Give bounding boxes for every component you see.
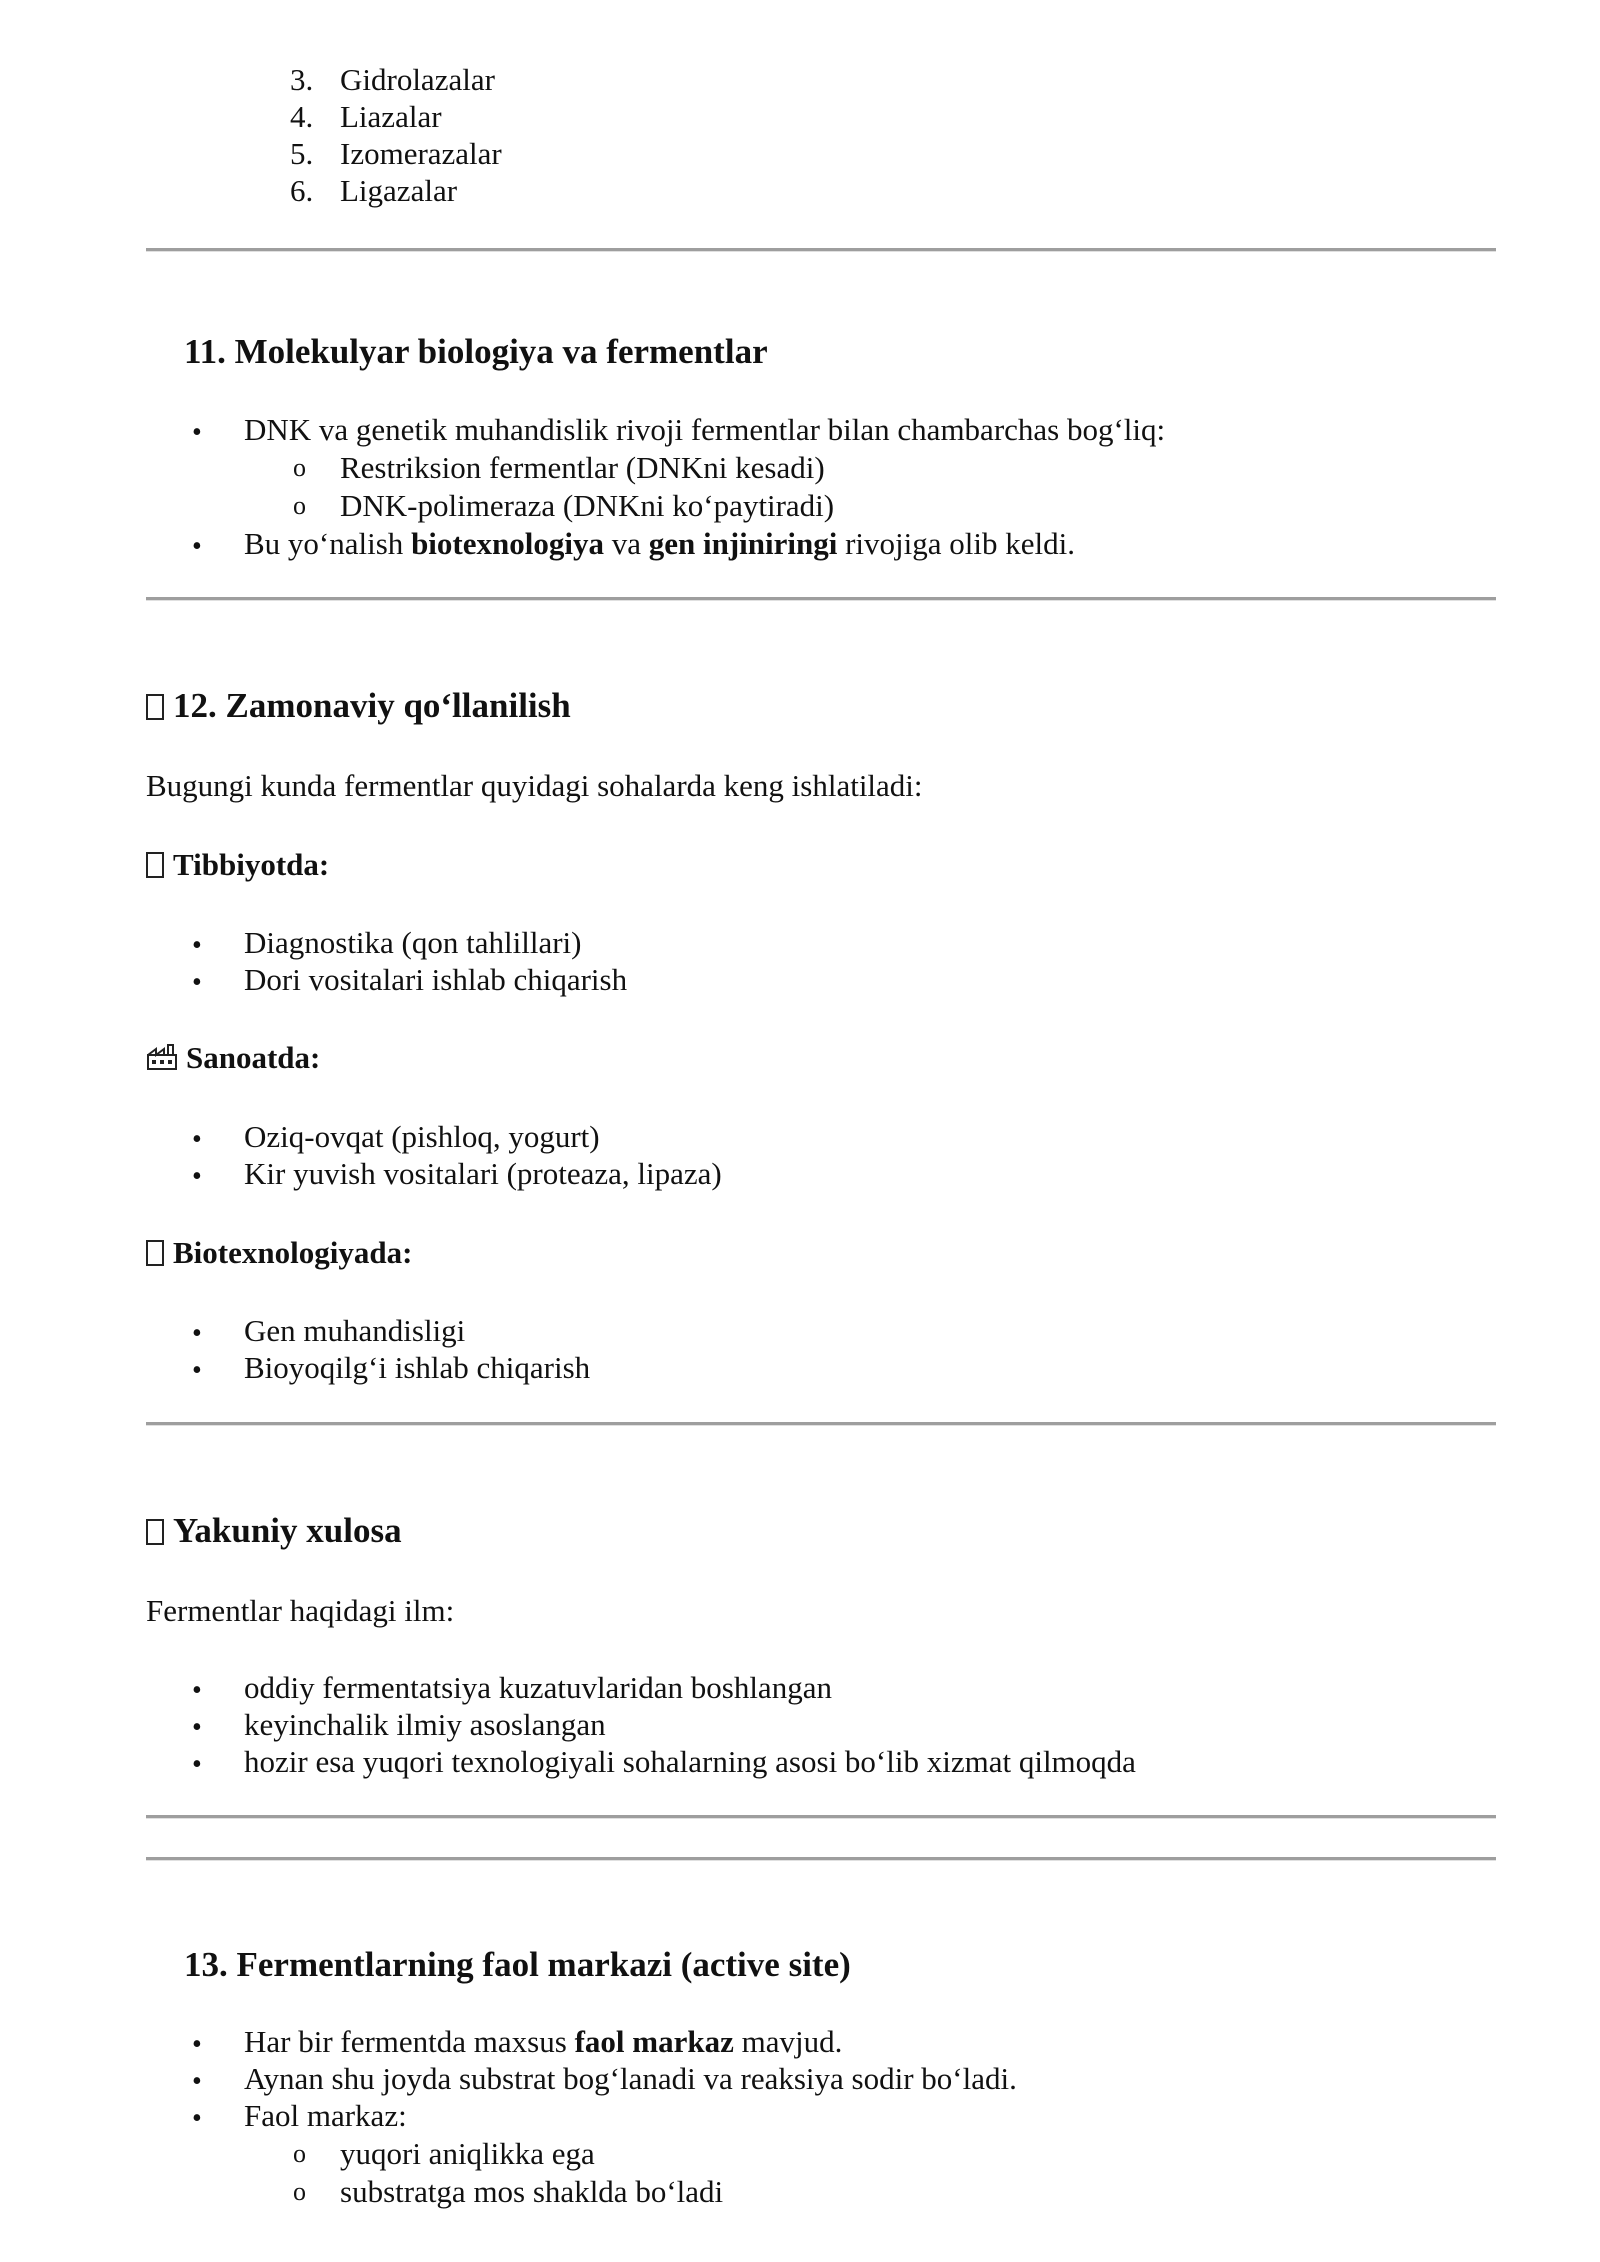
- list-number: 3.: [290, 62, 314, 97]
- subheading-text: Tibbiyotda:: [173, 847, 330, 882]
- section-title: 13. Fermentlarning faol markazi (active site): [184, 1945, 851, 1984]
- text-run: Bu yo‘nalish: [244, 526, 412, 561]
- horizontal-rule: [146, 248, 1496, 252]
- bullet-marker: •: [192, 2029, 202, 2060]
- bullet-marker: •: [192, 1675, 202, 1706]
- bullet-marker: •: [192, 2066, 202, 2097]
- list-item: Ligazalar: [340, 173, 458, 208]
- list-item: Faol markaz:: [244, 2098, 407, 2133]
- horizontal-rule: [146, 597, 1496, 601]
- horizontal-rule: [146, 1857, 1496, 1861]
- text-run: mavjud.: [733, 2024, 843, 2059]
- bullet-marker: •: [192, 1124, 202, 1155]
- factory-icon: [146, 1043, 178, 1071]
- bullet-marker: •: [192, 930, 202, 961]
- list-item: oddiy fermentatsiya kuzatuvlaridan boshlangan: [244, 1670, 832, 1705]
- list-item: [244, 2026, 842, 2057]
- list-item: Dori vositalari ishlab chiqarish: [244, 962, 628, 997]
- text-run: va: [603, 526, 649, 561]
- bold-term: faol markaz: [574, 2024, 734, 2059]
- sub-bullet-marker: o: [293, 2177, 306, 2206]
- bullet-marker: •: [192, 967, 202, 998]
- subheading-medicine: [146, 849, 329, 880]
- section-title: 11. Molekulyar biologiya va fermentlar: [184, 332, 768, 371]
- list-item: Oziq-ovqat (pishloq, yogurt): [244, 1119, 600, 1154]
- bold-term: gen injiniringi: [648, 526, 838, 561]
- sub-bullet-marker: o: [293, 2139, 306, 2168]
- bullet-marker: •: [192, 1712, 202, 1743]
- bullet-marker: •: [192, 1749, 202, 1780]
- bullet-marker: •: [192, 1161, 202, 1192]
- section-title: [146, 688, 571, 723]
- placeholder-glyph-icon: [146, 1519, 164, 1545]
- paragraph: Fermentlar haqidagi ilm:: [146, 1593, 455, 1628]
- section-title-text: Yakuniy xulosa: [173, 1511, 402, 1550]
- list-number: 5.: [290, 136, 314, 171]
- list-item: DNK va genetik muhandislik rivoji fermentlar bilan chambarchas bog‘liq:: [244, 412, 1166, 447]
- bullet-marker: •: [192, 417, 202, 448]
- bullet-marker: •: [192, 1318, 202, 1349]
- subheading-industry: [146, 1042, 320, 1073]
- sub-bullet-marker: o: [293, 491, 306, 520]
- list-item: Kir yuvish vositalari (proteaza, lipaza): [244, 1156, 722, 1191]
- subheading-biotech: [146, 1237, 412, 1268]
- sub-list-item: yuqori aniqlikka ega: [340, 2136, 595, 2171]
- placeholder-glyph-icon: [146, 694, 164, 720]
- sub-bullet-marker: o: [293, 453, 306, 482]
- bold-term: biotexnologiya: [411, 526, 604, 561]
- list-item: [244, 528, 1075, 559]
- horizontal-rule: [146, 1422, 1496, 1426]
- text-run: rivojiga olib keldi.: [837, 526, 1075, 561]
- list-item: Gidrolazalar: [340, 62, 495, 97]
- sub-list-item: Restriksion fermentlar (DNKni kesadi): [340, 450, 825, 485]
- list-item: Aynan shu joyda substrat bog‘lanadi va reaksiya sodir bo‘ladi.: [244, 2061, 1017, 2096]
- list-item: Bioyoqilg‘i ishlab chiqarish: [244, 1350, 591, 1385]
- sub-list-item: substratga mos shaklda bo‘ladi: [340, 2174, 724, 2209]
- bullet-marker: •: [192, 531, 202, 562]
- list-item: Gen muhandisligi: [244, 1313, 466, 1348]
- list-item: hozir esa yuqori texnologiyali sohalarning asosi bo‘lib xizmat qilmoqda: [244, 1744, 1136, 1779]
- list-item: Izomerazalar: [340, 136, 502, 171]
- list-number: 6.: [290, 173, 314, 208]
- sub-list-item: DNK-polimeraza (DNKni ko‘paytiradi): [340, 488, 835, 523]
- placeholder-glyph-icon: [146, 852, 164, 878]
- section-title-text: 12. Zamonaviy qo‘llanilish: [173, 686, 571, 725]
- list-item: Liazalar: [340, 99, 442, 134]
- text-run: Har bir fermentda maxsus: [244, 2024, 575, 2059]
- section-title: [146, 1513, 402, 1548]
- bullet-marker: •: [192, 2103, 202, 2134]
- bullet-marker: •: [192, 1355, 202, 1386]
- placeholder-glyph-icon: [146, 1240, 164, 1266]
- list-number: 4.: [290, 99, 314, 134]
- paragraph: Bugungi kunda fermentlar quyidagi sohalarda keng ishlatiladi:: [146, 768, 923, 803]
- list-item: Diagnostika (qon tahlillari): [244, 925, 582, 960]
- subheading-text: Biotexnologiyada:: [173, 1235, 413, 1270]
- horizontal-rule: [146, 1815, 1496, 1819]
- list-item: keyinchalik ilmiy asoslangan: [244, 1707, 606, 1742]
- subheading-text: Sanoatda:: [186, 1040, 321, 1075]
